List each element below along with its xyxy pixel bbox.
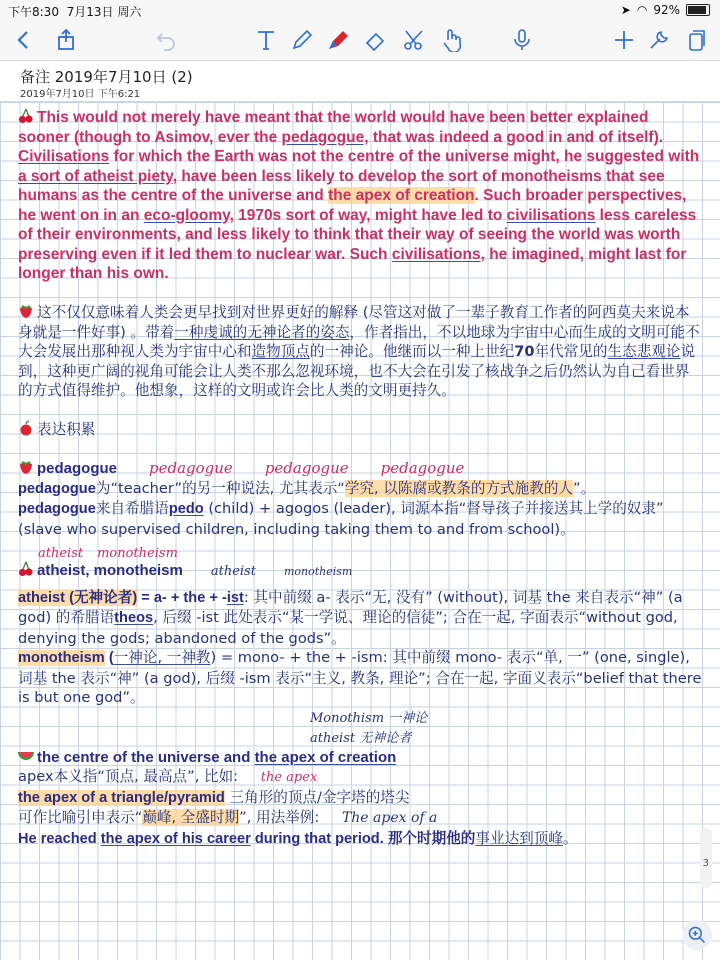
- highlighter-tool-button[interactable]: [324, 26, 352, 54]
- microphone-icon: [510, 28, 534, 52]
- vocab-monotheism-definition: monotheism (一神论, 一神教) = mono- + the + -ism: 其中前缀 mono- 表示“单, 一” (one, single), 词基 the 表示“神” (a god), 后缀 -ism 表示“主义, 教条, 理论”; 合在一起, 字面义表示“belief that there is but one god”。: [18, 649, 702, 706]
- undo-icon: [154, 28, 178, 52]
- watermelon-icon: [18, 748, 34, 764]
- back-button[interactable]: [10, 26, 38, 54]
- notebook-page[interactable]: [0, 102, 720, 960]
- strawberry-icon: [18, 303, 34, 319]
- word-eco-gloomy: eco-gloomy,: [143, 206, 234, 224]
- handwriting-pedagogue-2: pedagogue: [264, 459, 349, 477]
- phrase-pious-atheist: 一种虔诚的无神论者的姿态: [174, 323, 350, 341]
- location-icon: ➤: [620, 3, 631, 17]
- share-icon: [54, 28, 78, 52]
- status-date: 7月13日 周六: [66, 5, 142, 19]
- toolbar: [0, 20, 720, 61]
- note-header: [0, 61, 720, 102]
- phrase-apex-of-creation: the apex of creation: [328, 187, 475, 204]
- add-button[interactable]: [610, 26, 638, 54]
- handwriting-monotheism-note: Monothism 一神论 atheist 无神论者: [310, 710, 428, 746]
- chinese-translation: 这不仅仅意味着人类会更早找到对世界更好的解释 (尽管这对做了一辈子教育工作者的阿西莫夫来说本身就是一件好事) 。带着一种虔诚的无神论者的姿态，作者指出，不以地球为宇宙中心而生成的文明可能不大会发展出那种视人类为宇宙中心和造物顶点的一神论。他继而以一种上世纪70年代常见的生态悲观论说到，这种更广阔的视角可能会让人类不那么忽视环境，也不大会在引发了核战争之后仍然认为自己看世界的方式值得维护。他想象，这样的文明或许会比人类的文明更持久。: [18, 304, 700, 399]
- eraser-tool-button[interactable]: [362, 26, 390, 54]
- share-button[interactable]: [52, 26, 80, 54]
- status-time: 下午8:30: [8, 5, 59, 19]
- handwriting-pedagogue-1: pedagogue: [149, 459, 233, 477]
- plus-icon: [612, 28, 636, 52]
- battery-icon: [686, 4, 710, 16]
- text-tool-button[interactable]: [252, 26, 280, 54]
- note-title[interactable]: 备注 2019年7月10日 (2): [20, 68, 193, 86]
- lasso-tool-button[interactable]: [400, 26, 428, 54]
- cherry-icon: [18, 108, 34, 124]
- highlighter-icon: [326, 28, 350, 52]
- text-tool-icon: [254, 28, 278, 52]
- word-civilisations-2: civilisations: [506, 206, 596, 224]
- wrench-icon: [647, 28, 671, 52]
- battery-fill: [688, 6, 706, 14]
- pen-tool-button[interactable]: [288, 26, 316, 54]
- scissors-icon: [402, 28, 426, 52]
- word-civilisations: Civilisations: [18, 148, 110, 165]
- eraser-icon: [364, 28, 388, 52]
- pages-icon: [684, 28, 708, 52]
- english-passage: This would not merely have meant that the world would have been better explained sooner (though to Asimov, ever the pedagogue, that was indeed a good in and of itself). Civilisations for which the Earth was not the centre of the universe might, he suggested with a sort of atheist piety, have been less likely to develop the sort of monotheisms that see humans as the centre of the universe and the apex of creation. Such broader perspectives, he went on in an eco-gloomy, 1970s sort of way, might have led to civilisations less careless of their environments, and less likely to think that their way of seeing the world was worth preserving even if it led them to nuclear war. Such civilisations, he imagined, might last for longer than his own.: [18, 109, 700, 282]
- vocab-atheist-heading: atheist, monotheism atheist monotheism: [18, 561, 702, 582]
- settings-button[interactable]: [645, 26, 673, 54]
- vocab-apex-heading: the centre of the universe and the apex of creation: [18, 748, 702, 768]
- handwriting-atheist-top: atheist monotheism: [38, 546, 178, 561]
- wifi-icon: ◠: [636, 3, 648, 17]
- pages-button[interactable]: [682, 26, 710, 54]
- battery-percent: 92%: [653, 3, 680, 17]
- handwriting-pedagogue-3: pedagogue: [380, 459, 465, 477]
- cherry-icon: [18, 561, 34, 577]
- note-content: [18, 108, 702, 849]
- chevron-left-icon: [12, 28, 36, 52]
- microphone-button[interactable]: [508, 26, 536, 54]
- page-indicator: 3: [702, 858, 709, 869]
- word-pedagogue: pedagogue,: [281, 128, 369, 146]
- phrase-creation-apex: 造物顶点: [251, 343, 310, 360]
- status-left: [8, 3, 141, 20]
- vocab-apex-definition: apex本义指“顶点, 最高点”, 比如: the apex the apex of a triangle/pyramid 三角形的顶点/金字塔的塔尖 可作比喻引申表示“巅峰, 全盛时期”, 用法举例: The apex of a He reached the apex of his career during that period. 那个时期他的事业达到顶峰。: [18, 768, 578, 847]
- note-date: 2019年7月10日 下午6:21: [20, 89, 141, 100]
- undo-button[interactable]: [152, 26, 180, 54]
- apple-icon: [18, 420, 34, 436]
- pen-icon: [290, 28, 314, 52]
- vocab-pedagogue-definition: pedagogue为“teacher”的另一种说法, 尤其表示“学究, 以陈腐或教条的方式施教的人”。 pedagogue来自希腊语pedo (child) + agogos (leader), 词源本指“督导孩子并接送其上学的奴隶” (slave who supervised children, including taking them to and from school)。: [18, 479, 664, 538]
- phrase-atheist-piety: a sort of atheist piety: [18, 167, 173, 185]
- vocab-pedagogue-heading: pedagogue pedagogue pedagogue pedagogue: [18, 459, 702, 479]
- hand-pointer-icon: [440, 28, 464, 52]
- strawberry-icon: [18, 459, 34, 475]
- zoom-button[interactable]: [682, 920, 712, 950]
- word-civilisations-3: civilisations: [391, 245, 481, 263]
- section-heading: 表达积累: [18, 420, 702, 440]
- zoom-in-icon: [687, 925, 707, 945]
- hand-tool-button[interactable]: [438, 26, 466, 54]
- status-right: [621, 3, 710, 17]
- status-bar: [0, 0, 720, 20]
- phrase-eco-pessimism: 生态悲观论: [607, 343, 681, 360]
- vocab-atheist-definition: atheist (无神论者) = a- + the + -ist: 其中前缀 a- 表示“无, 没有” (without), 词基 the 来自表示“神” (a god) 的希腊语theos, 后缀 -ist 此处表示“某一学说、理论的信徒”; 合在一起, 字面表示“without god, denying the gods; abandoned of the gods”。: [18, 588, 683, 647]
